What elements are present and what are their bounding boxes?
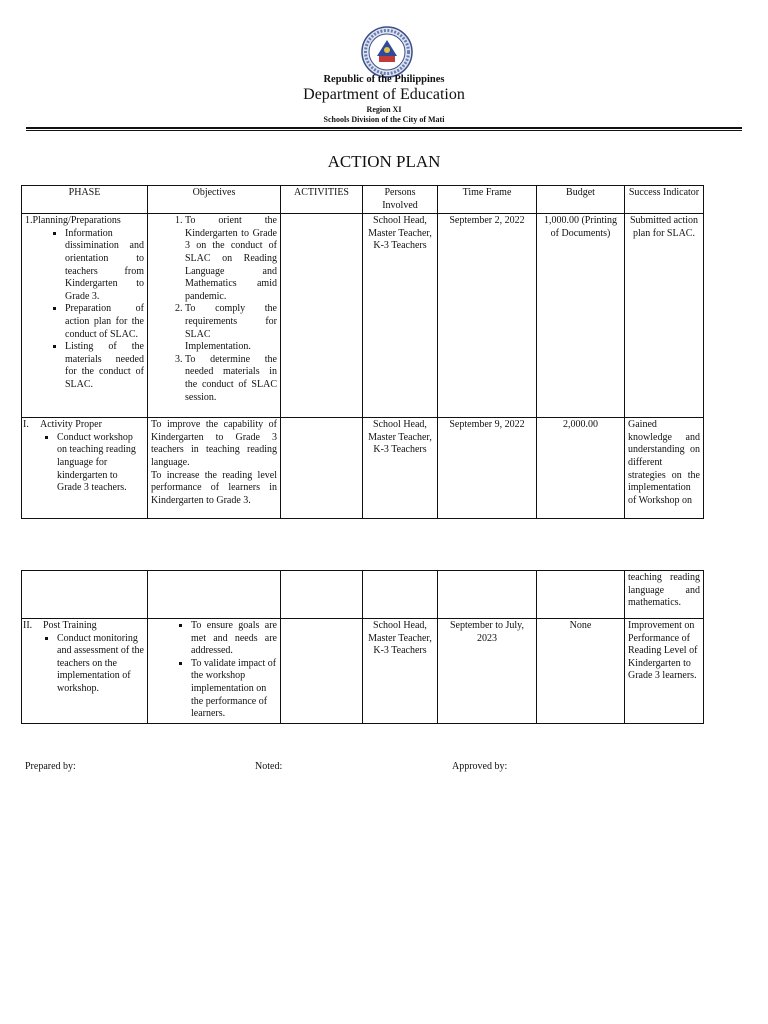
action-plan-table [21,185,704,519]
col-budget: Budget [537,186,625,214]
table-row [22,571,704,619]
phase-number: II. [23,620,33,631]
list-item: ▪ Listing of the materials needed for the conduct of SLAC. [65,341,144,391]
phase-cell [22,571,148,619]
table-row [22,619,704,724]
region-heading: Region XI [366,105,402,114]
success-cell: teaching reading language and mathematics. [625,571,704,619]
col-phase: PHASE [22,186,148,214]
department-heading: Department of Education [303,86,465,103]
list-item: ▪ Information dissimination and orientation to teachers from Kindergarten to Grade 3. [65,228,144,304]
table-header-row [22,186,704,214]
list-item: ▪ Conduct workshop on teaching reading language for kindergarten to Grade 3 teachers. [57,432,144,495]
list-item: ▪ To ensure goals are met and needs are addressed. [191,620,277,658]
objectives-cell: To improve the capability of Kindergarten to Grade 3 teachers in teaching reading language. To increase the reading level performance of learners in Kindergarten to Grade 3. [148,418,281,519]
deped-seal-logo [361,26,413,78]
success-cell: Submitted action plan for SLAC. [625,214,704,418]
persons-cell: School Head, Master Teacher, K-3 Teachers [363,418,438,519]
persons-cell: School Head, Master Teacher, K-3 Teachers [363,214,438,418]
list-item: ▪ Preparation of action plan for the conduct of SLAC. [65,303,144,341]
noted-label: Noted: [255,761,283,772]
col-activities: ACTIVITIES [281,186,363,214]
list-item: 2. To comply the requirements for SLAC Implementation. [185,303,277,353]
activities-cell [281,619,363,724]
republic-heading: Republic of the Philippines [323,74,445,85]
objectives-cell [148,619,281,724]
col-persons: Persons Involved [363,186,438,214]
approved-by-label: Approved by: [452,761,508,772]
objectives-list [151,620,277,721]
activities-cell [281,214,363,418]
page-title: ACTION PLAN [327,152,441,171]
prepared-by-label: Prepared by: [25,761,76,772]
action-plan-table-continued [21,570,704,724]
objectives-cell [148,214,281,418]
header-rule [26,127,742,129]
time-frame-cell: September 9, 2022 [438,418,537,519]
budget-cell: 2,000.00 [537,418,625,519]
list-item: ▪ To validate impact of the workshop implementation on the performance of learners. [191,658,277,721]
col-success-indicator: Success Indicator [625,186,704,214]
objectives-list [151,215,277,404]
list-item: ▪ Conduct monitoring and assessment of the teachers on the implementation of workshop. [57,633,144,696]
division-heading: Schools Division of the City of Mati [323,115,445,124]
list-item: 1. To orient the Kindergarten to Grade 3 on the conduct of SLAC on Reading Language and Mathematics amid pandemic. [185,215,277,303]
time-frame-cell: September to July, 2023 [438,619,537,724]
persons-cell [363,571,438,619]
phase-list [25,228,144,392]
time-frame-cell [438,571,537,619]
phase-list [23,432,144,495]
objectives-cell [148,571,281,619]
activities-cell [281,571,363,619]
phase-title: 1.Planning/Preparations [25,215,121,227]
phase-title: Activity Proper [40,419,102,431]
success-cell: Improvement on Performance of Reading Level of Kindergarten to Grade 3 learners. [625,619,704,724]
header-rule-thin [26,130,742,131]
time-frame-cell: September 2, 2022 [438,214,537,418]
budget-cell [537,571,625,619]
col-time-frame: Time Frame [438,186,537,214]
phase-cell [22,214,148,418]
phase-cell [22,619,148,724]
phase-title: Post Training [43,620,97,631]
phase-list [23,633,144,696]
phase-cell [22,418,148,519]
phase-number: I. [23,419,29,431]
activities-cell [281,418,363,519]
table-row [22,214,704,418]
budget-cell: 1,000.00 (Printing of Documents) [537,214,625,418]
col-objectives: Objectives [148,186,281,214]
budget-cell: None [537,619,625,724]
table-row [22,418,704,519]
persons-cell: School Head, Master Teacher, K-3 Teachers [363,619,438,724]
success-cell: Gained knowledge and understanding on different strategies on the implementation of Workshop on [625,418,704,519]
list-item: 3. To determine the needed materials in the conduct of SLAC session. [185,354,277,404]
